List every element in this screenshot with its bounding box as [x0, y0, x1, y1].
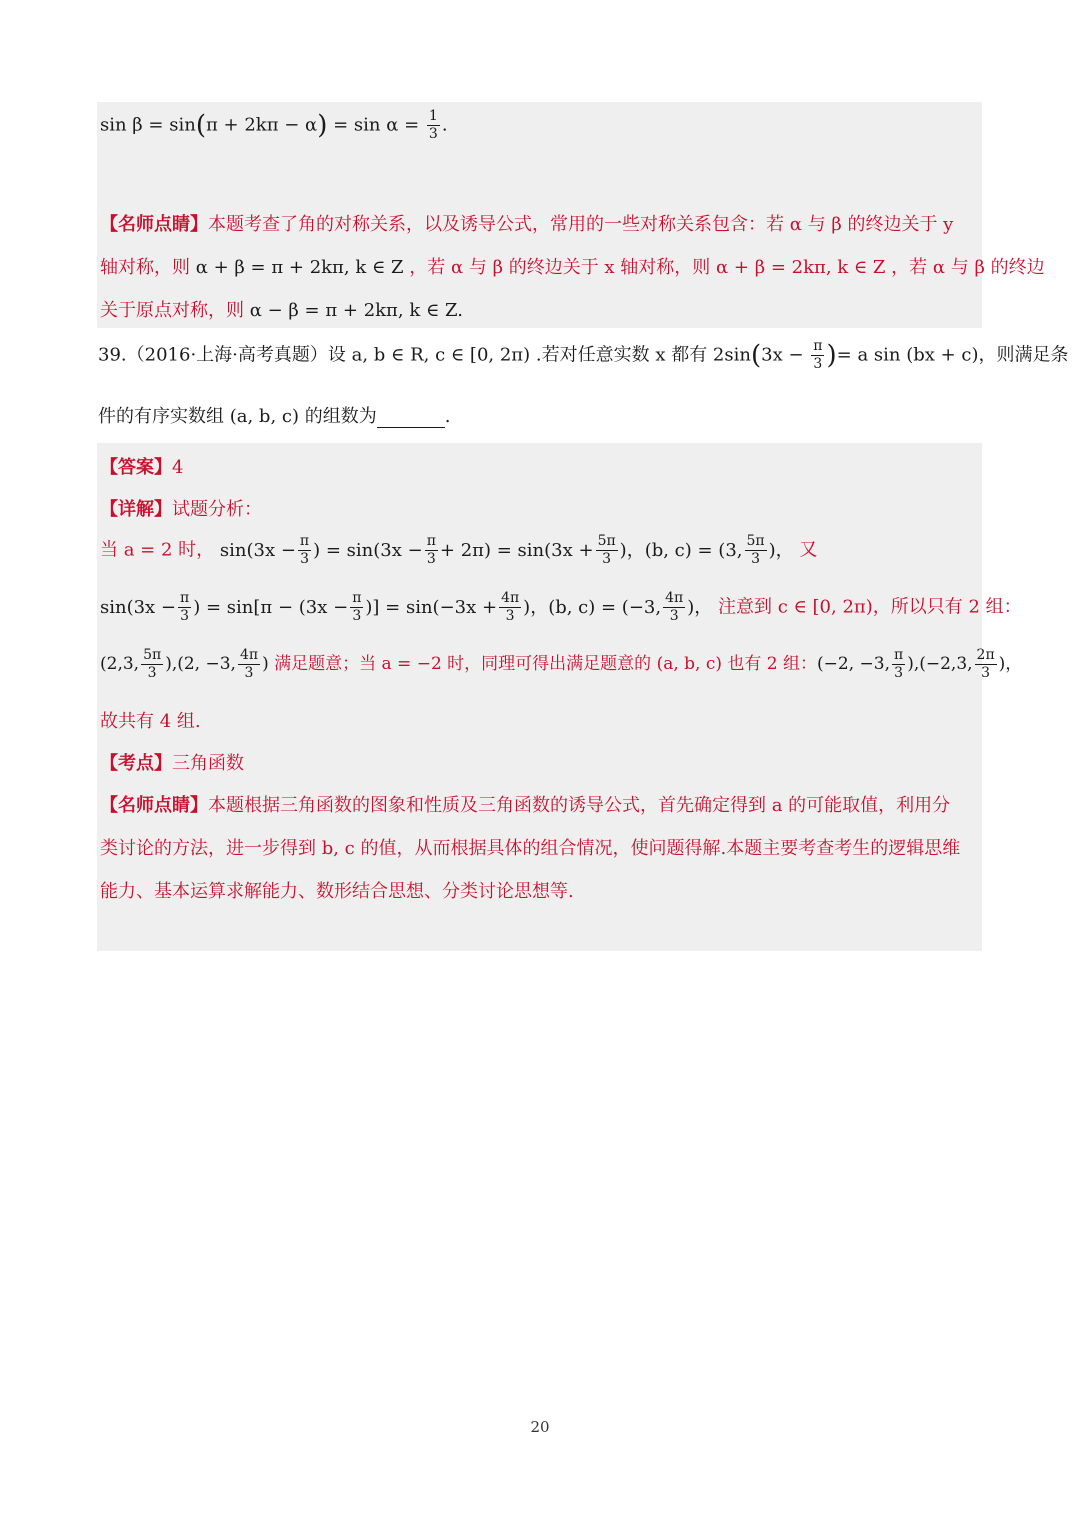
tip2-line-2: 类讨论的方法，进一步得到 b, c 的值，从而根据具体的组合情况，使问题得解.本题主要考查考生的逻辑思维 [100, 838, 961, 859]
tip-line-3: 关于原点对称，则 α − β = π + 2kπ, k ∈ Z. [100, 300, 463, 321]
answer-line: 【答案】4 [100, 457, 184, 478]
key-point-line: 【考点】三角函数 [100, 753, 244, 774]
question-39-line-1: 39.（2016·上海·高考真题）设 a, b ∈ R, c ∈ [0, 2π) .若对任意实数 x 都有 2sin(3x − $\frac{\pi}{3}$ )= a sin (bx + c)，则满足条 [98, 338, 1069, 372]
detail-conclusion: 故共有 4 组. [100, 711, 201, 732]
tip-line-2: 轴对称，则 α + β = π + 2kπ, k ∈ Z ，若 α 与 β 的终边关于 x 轴对称，则 α + β = 2kπ, k ∈ Z ，若 α 与 β 的终边 [100, 257, 1045, 278]
detail-formula-1: 当 a = 2 时， sin(3x − $\frac{\pi}{3}$ ) = sin(3x − $\frac{\pi}{3}$ + 2π) = sin(3x + $\frac{5\pi}{3}$ )，(b, c) = (3, $\frac{5\pi}{3}$ )， 又 [100, 533, 818, 567]
detail-line: 【详解】试题分析： [100, 499, 262, 520]
detail-formula-3: (2,3, $\frac{5\pi}{3}$ ),(2, −3, $\frac{4\pi}{3}$ ) 满足题意；当 a = −2 时，同理可得出满足题意的 (a, b, c) 也有 2 组：(−2, −3, $\frac{\pi}{3}$ ),(−2,3, $\frac{2\pi}{3}$ )， [100, 647, 1023, 681]
tip2-line-3: 能力、基本运算求解能力、数形结合思想、分类讨论思想等. [100, 881, 574, 902]
formula-sin-beta: sin β = sin(π + 2kπ − α) = sin α = $\frac{1}{3}$ . [100, 108, 448, 142]
tip-line-1: 【名师点睛】本题考查了角的对称关系，以及诱导公式，常用的一些对称关系包含：若 α 与 β 的终边关于 y [100, 214, 954, 235]
page-number: 20 [530, 1418, 550, 1436]
question-39-line-2: 件的有序实数组 (a, b, c) 的组数为 . [98, 406, 451, 427]
tip2-line-1: 【名师点睛】本题根据三角函数的图象和性质及三角函数的诱导公式，首先确定得到 a 的可能取值，利用分 [100, 795, 951, 816]
detail-formula-2: sin(3x − $\frac{\pi}{3}$ ) = sin[π − (3x − $\frac{\pi}{3}$ )] = sin(−3x + $\frac{4\pi}{3}$ )，(b, c) = (−3, $\frac{4\pi}{3}$ )， 注意到 c ∈ [0, 2π)，所以只有 2 组： [100, 590, 1022, 624]
answer-blank [377, 409, 445, 428]
